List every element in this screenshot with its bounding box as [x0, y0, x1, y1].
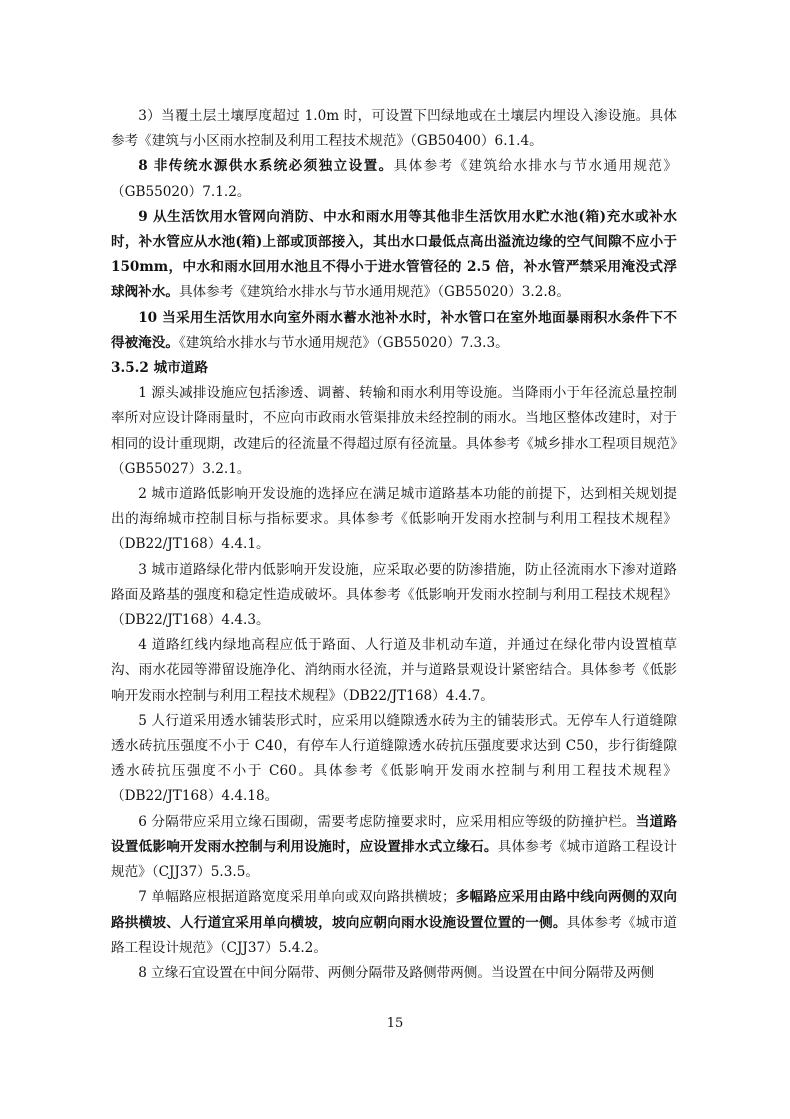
paragraph-road-3: 3 城市道路绿化带内低影响开发设施，应采取必要的防渗措施，防止径流雨水下渗对道路路面及路基的强度和稳定性造成破坏。具体参考《低影响开发雨水控制与利用工程技术规程》（DB22/JT168）4.4.3。: [111, 561, 677, 629]
bold-clause: 9 从生活饮用水管网向消防、中水和雨水用等其他非生活饮用水贮水池(箱)充水或补水时，补水管应从水池(箱)上部或顶部接入，其出水口最低点高出溢流边缘的空气间隙不应小于 150mm，中水和雨水回用水池且不得小于进水管管径的 2.5 倍，补水管严禁采用淹没式浮球阀补水。: [111, 208, 677, 301]
text: 7 单幅路应根据道路宽度采用单向或双向路拱横坡；: [138, 889, 456, 906]
paragraph-item-10: [111, 306, 677, 356]
section-heading: 3.5.2 城市道路: [111, 360, 208, 377]
bold-clause: 10 当采用生活饮用水向室外雨水蓄水池补水时，补水管口在室外地面暴雨积水条件下不得被淹没。: [111, 309, 677, 351]
document-body: [111, 104, 677, 986]
reference: 具体参考《城市道路工程设计规范》（CJJ37）5.4.2。: [111, 914, 677, 956]
bold-clause: 8 非传统水源供水系统必须独立设置。: [138, 158, 394, 175]
paragraph-road-5: 5 人行道采用透水铺装形式时，应采用以缝隙透水砖为主的铺装形式。无停车人行道缝隙透水砖抗压强度不小于 C40，有停车人行道缝隙透水砖抗压强度要求达到 C50，步行街缝隙透水砖抗压强度不小于 C60。具体参考《低影响开发雨水控制与利用工程技术规程》（DB22/JT168）4.4.18。: [111, 712, 677, 805]
reference: 具体参考《建筑给水排水与节水通用规范》（GB55020）3.2.8。: [178, 284, 570, 301]
reference: 《建筑给水排水与节水通用规范》（GB55020）7.3.3。: [178, 334, 509, 351]
reference: 具体参考《建筑与小区雨水控制及利用工程技术规范》（GB50400）6.1.4。: [111, 108, 677, 150]
paragraph-item-8: [111, 154, 677, 204]
paragraph-road-2: 2 城市道路低影响开发设施的选择应在满足城市道路基本功能的前提下，达到相关规划提出的海绵城市控制目标与指标要求。具体参考《低影响开发雨水控制与利用工程技术规程》（DB22/JT168）4.4.1。: [111, 486, 677, 553]
bold-clause: 多幅路应采用由路中线向两侧的双向路拱横坡、人行道宜采用单向横坡，坡向应朝向雨水设施设置位置的一侧。: [111, 889, 678, 931]
paragraph-road-7: [111, 885, 677, 961]
text: 3）当覆土层土壤厚度超过 1.0m 时，可设置下凹绿地或在土壤层内埋设入渗设施。: [138, 108, 650, 124]
paragraph-infiltration: [111, 104, 677, 154]
paragraph-road-6: [111, 810, 677, 886]
paragraph-road-1: 1 源头减排设施应包括渗透、调蓄、转输和雨水利用等设施。当降雨小于年径流总量控制率所对应设计降雨量时，不应向市政雨水管渠排放未经控制的雨水。当地区整体改建时，对于相同的设计重现期，改建后的径流量不得超过原有径流量。具体参考《城乡排水工程项目规范》（GB55027）3.2.1。: [111, 385, 677, 477]
bold-clause: 当道路设置低影响开发雨水控制与利用设施时，应设置排水式立缘石。: [111, 813, 678, 855]
paragraph-item-9: [111, 205, 677, 306]
page-number: 15: [386, 1016, 404, 1031]
reference: 具体参考《城市道路工程设计规范》（CJJ37）5.3.5。: [111, 838, 678, 881]
paragraph-road-4: 4 道路红线内绿地高程应低于路面、人行道及非机动车道，并通过在绿化带内设置植草沟、雨水花园等滞留设施净化、消纳雨水径流，并与道路景观设计紧密结合。具体参考《低影响开发雨水控制与利用工程技术规程》（DB22/JT168）4.4.7。: [111, 637, 677, 704]
text: 6 分隔带应采用立缘石围砌，需要考虑防撞要求时，应采用相应等级的防撞护栏。: [138, 813, 636, 830]
reference: 具体参考《建筑给水排水与节水通用规范》（GB55020）7.1.2。: [111, 158, 678, 200]
paragraph-road-8: 8 立缘石宜设置在中间分隔带、两侧分隔带及路侧带两侧。当设置在中间分隔带及两侧: [138, 964, 655, 981]
